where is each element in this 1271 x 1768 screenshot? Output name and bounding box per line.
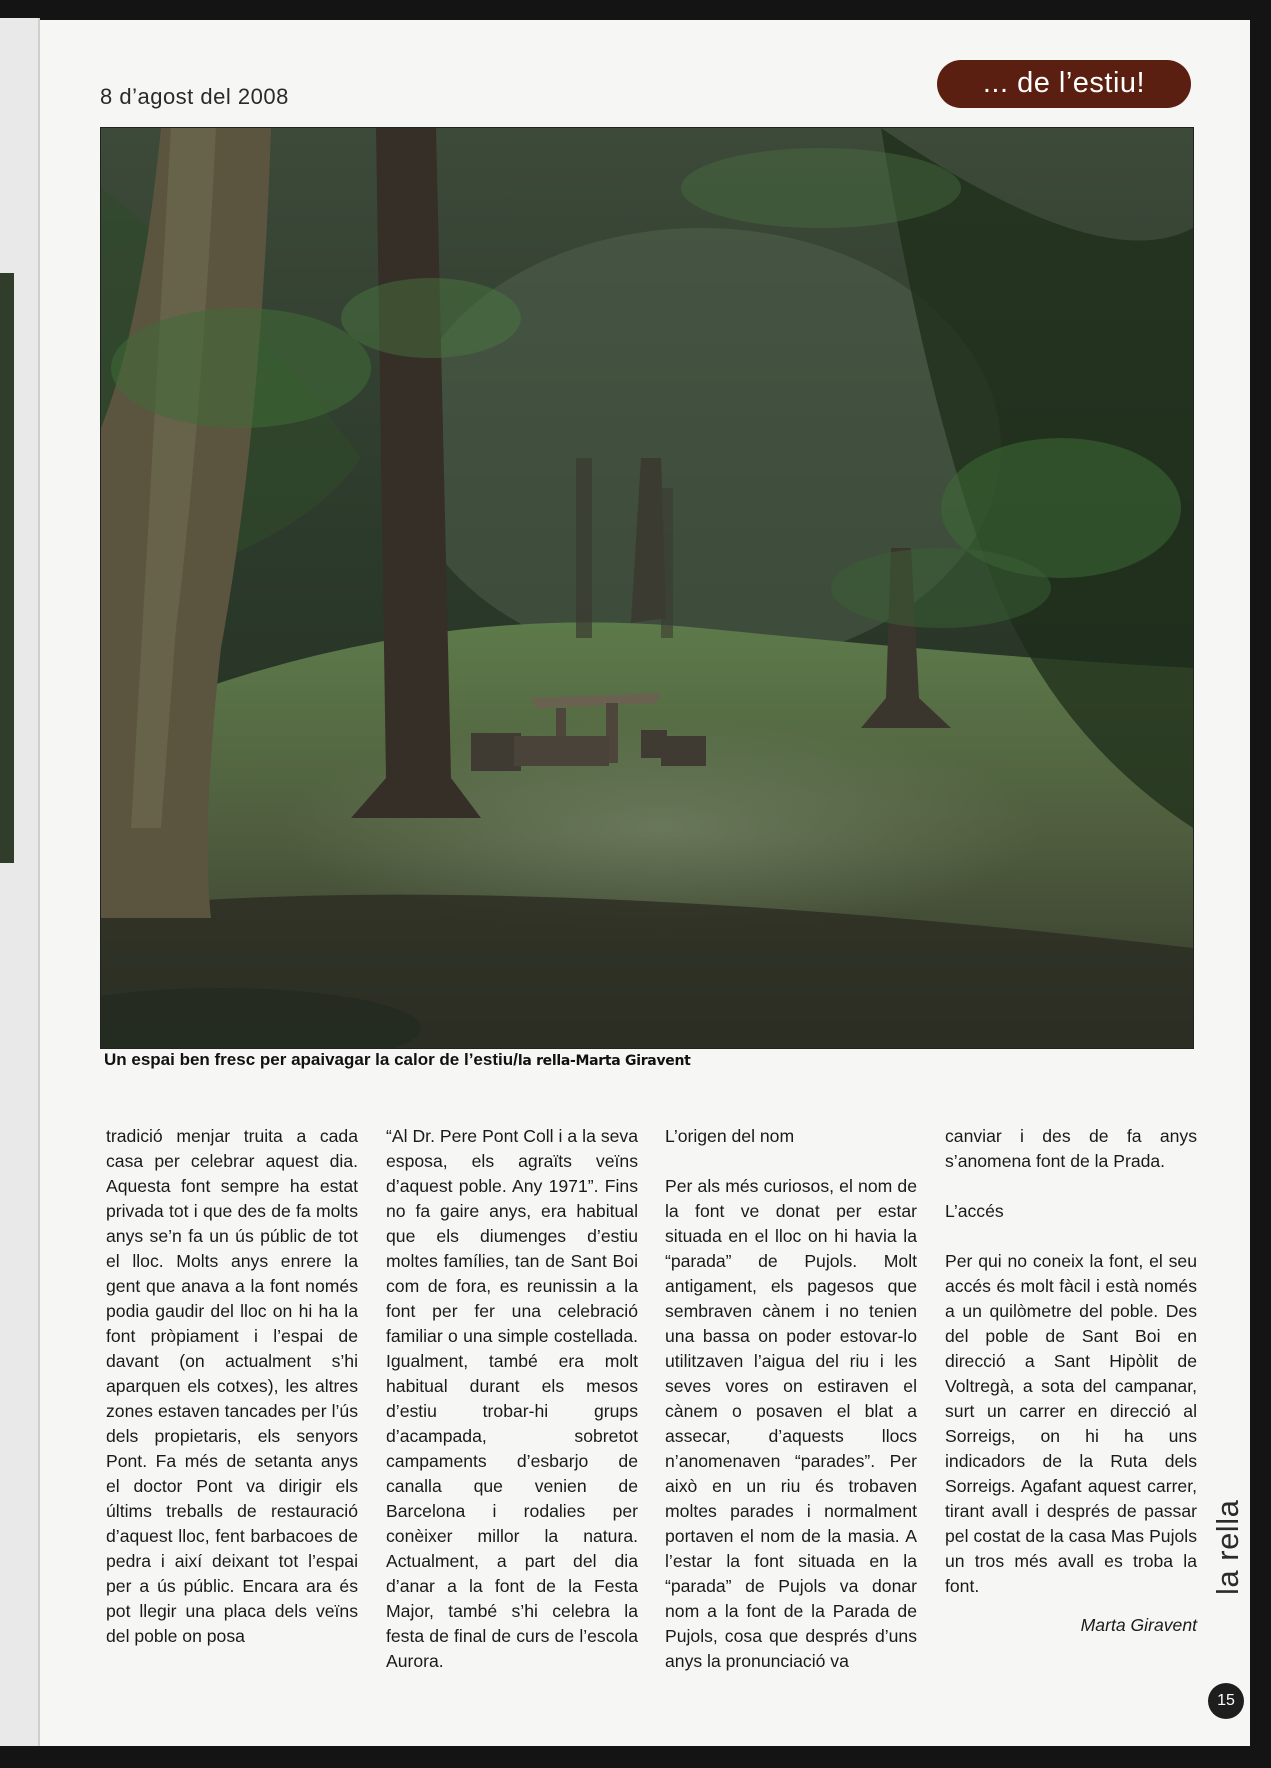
subheading-origin: L’origen del nom: [665, 1126, 795, 1146]
article-paragraph: canviar i des de fa anys s’anomena font de la Prada.: [945, 1126, 1197, 1171]
section-title: ... de l’estiu!: [937, 60, 1191, 108]
magazine-page: [40, 20, 1250, 1746]
magazine-brand: la rella: [1210, 1499, 1245, 1595]
article-paragraph: “Al Dr. Pere Pont Coll i a la seva esposa, els agraïts veïns d’aquest poble. Any 1971”. Fins no fa gaire anys, era habitual que els diumenges d’estiu moltes famílies, tan de Sant Boi com de fora, es reunissin a la font per fer una celebració familiar o una simple costellada. Igualment, també era molt habitual durant els mesos d’estiu trobar-hi grups d’acampada, sobretot campaments d’esbarjo de canalla que venien de Barcelona i rodalies per conèixer millor la natura. Actualment, a part del dia d’anar a la font de la Festa Major, també s’hi celebra la festa de final de curs de l’escola Aurora.: [386, 1126, 638, 1671]
article-paragraph: Per als més curiosos, el nom de la font ve donat per estar situada en el lloc on hi havia la “parada” de Pujols. Molt antigament, els pagesos que sembraven cànem i no tenien una bassa on poder estovar-lo utilitzaven l’aigua del riu i les seves vores on estiraven el cànem o posaven el blat a assecar, d’aquests llocs n’anomenaven “parades”. Per això en un riu és trobaven moltes parades i normalment portaven el nom de la masia. A l’estar la font situada en la “parada” de Pujols va donar nom a la font de la Parada de Pujols, cosa que després d’uns anys la pronunciació va: [665, 1176, 917, 1671]
page-number: 15: [1208, 1683, 1244, 1719]
article-column-3: [665, 1124, 917, 1674]
caption-text: Un espai ben fresc per apaivagar la calor de l’estiu/: [104, 1050, 518, 1069]
article-paragraph: Per qui no coneix la font, el seu accés és molt fàcil i està només a un quilòmetre del poble. Des del poble de Sant Boi en direcció a Sant Hipòlit de Voltregà, a sota del campanar, surt un carrer en direcció al Sorreigs, on hi ha uns indicadors de la Ruta dels Sorreigs. Agafant aquest carrer, tirant avall i després de passar pel costat de la casa Mas Pujols un tros més avall es troba la font.: [945, 1251, 1197, 1596]
issue-date: 8 d’agost del 2008: [100, 84, 289, 109]
previous-page-edge: [0, 18, 40, 1746]
photo-caption: [104, 1050, 1194, 1070]
forest-picnic-photo: [100, 127, 1194, 1049]
article-column-2: [386, 1124, 638, 1674]
photo-credit: la rella-Marta Giravent: [517, 1053, 691, 1069]
subheading-access: L’accés: [945, 1201, 1004, 1221]
previous-page-photo-edge: [0, 273, 14, 863]
article-paragraph: tradició menjar truita a cada casa per celebrar aquest dia. Aquesta font sempre ha estat privada tot i que des de fa molts anys se’n fa un ús públic de tot el lloc. Molts anys enrere la gent que anava a la font només podia gaudir del lloc on hi ha la font pròpiament i l’espai de davant (on actualment s’hi aparquen els cotxes), les altres zones estaven tancades per l’ús dels propietaris, els senyors Pont. Fa més de setanta anys el doctor Pont va dirigir els últims treballs de restauració d’aquest lloc, fent barbacoes de pedra i així deixant tot l’espai per a ús públic. Encara ara és pot llegir una placa dels veïns del poble on posa: [106, 1126, 358, 1646]
article-column-4: [945, 1124, 1197, 1638]
author-signature: Marta Giravent: [1080, 1615, 1197, 1635]
article-column-1: [106, 1124, 358, 1649]
